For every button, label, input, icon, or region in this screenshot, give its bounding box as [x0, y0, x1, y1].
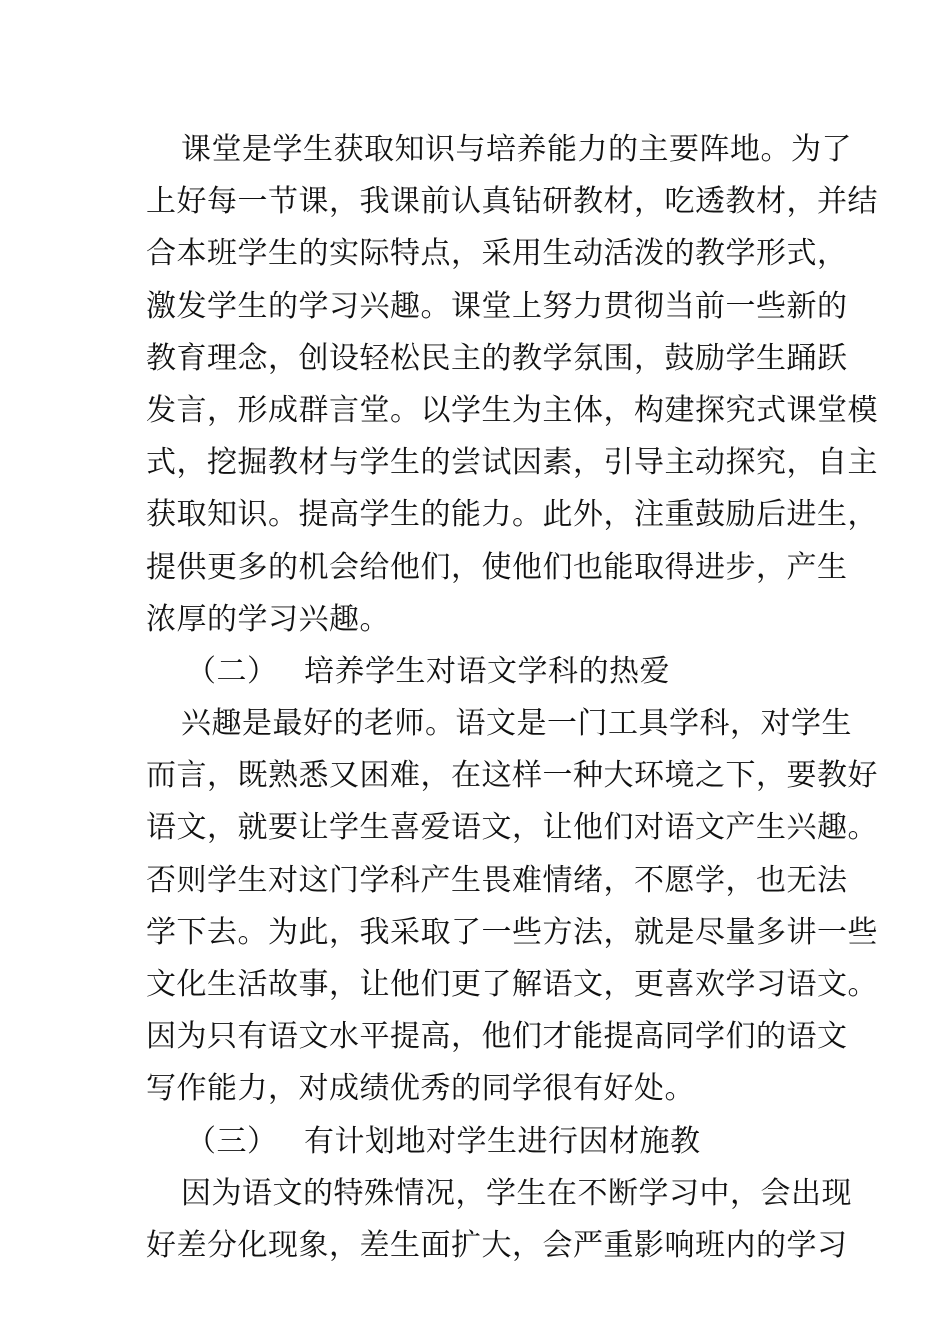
- text-line: 课堂是学生获取知识与培养能力的主要阵地。为了: [181, 132, 852, 167]
- section-heading-3: [146, 1116, 816, 1168]
- text-line: 文化生活故事，让他们更了解语文，更喜欢学习语文。: [146, 967, 878, 1002]
- heading-number: （三）: [186, 1123, 278, 1159]
- text-line: 而言，既熟悉又困难，在这样一种大环境之下，要教好: [146, 758, 878, 794]
- text-line: 式，挖掘教材与学生的尝试因素，引导主动探究，自主: [146, 445, 878, 481]
- heading-title: 培养学生对语文学科的热爱: [304, 653, 670, 689]
- text-line: 兴趣是最好的老师。语文是一门工具学科，对学生: [181, 706, 852, 742]
- heading-number: （二）: [186, 653, 278, 689]
- text-line: 获取知识。提高学生的能力。此外，注重鼓励后进生，: [146, 497, 878, 533]
- text-line: 激发学生的学习兴趣。课堂上努力贯彻当前一些新的: [146, 288, 848, 324]
- text-line: 教育理念，创设轻松民主的教学氛围，鼓励学生踊跃: [146, 340, 848, 376]
- text-line: 提供更多的机会给他们，使他们也能取得进步，产生: [146, 549, 848, 585]
- text-line: 学下去。为此，我采取了一些方法，就是尽量多讲一些: [146, 914, 878, 950]
- section-heading-2: [146, 646, 816, 698]
- heading-title: 有计划地对学生进行因材施教: [304, 1123, 701, 1159]
- text-line: 因为语文的特殊情况，学生在不断学习中，会出现: [181, 1175, 852, 1211]
- text-line: 否则学生对这门学科产生畏难情绪，不愿学，也无法: [146, 862, 848, 898]
- text-line: 语文，就要让学生喜爱语文，让他们对语文产生兴趣。: [146, 810, 878, 846]
- text-line: 合本班学生的实际特点，采用生动活泼的教学形式，: [146, 236, 848, 272]
- text-line: 浓厚的学习兴趣。: [146, 601, 390, 637]
- text-line: 好差分化现象，差生面扩大，会严重影响班内的学习: [146, 1227, 848, 1263]
- text-line: 因为只有语文水平提高，他们才能提高同学们的语文: [146, 1019, 848, 1055]
- text-line: 上好每一节课，我课前认真钻研教材，吃透教材，并结: [146, 184, 878, 220]
- text-line: 写作能力，对成绩优秀的同学很有好处。: [146, 1071, 695, 1107]
- text-line: 发言，形成群言堂。以学生为主体，构建探究式课堂模: [146, 392, 878, 428]
- document-body: [146, 124, 878, 1272]
